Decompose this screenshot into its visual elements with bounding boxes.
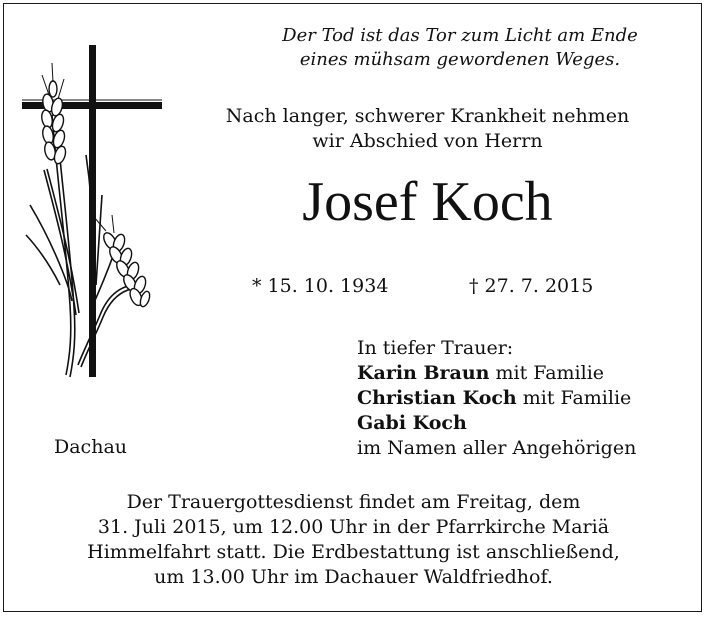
mourner-suffix: mit Familie bbox=[489, 362, 605, 384]
funeral-line: 31. Juli 2015, um 12.00 Uhr in der Pfarrkirche Mariä bbox=[97, 516, 610, 538]
death-date: † 27. 7. 2015 bbox=[469, 275, 594, 297]
mourner-name: Karin Braun bbox=[357, 362, 490, 384]
mourner-suffix: mit Familie bbox=[516, 387, 632, 409]
mourner-name: Christian Koch bbox=[357, 387, 517, 409]
funeral-line: um 13.00 Uhr im Dachauer Waldfriedhof. bbox=[154, 566, 553, 588]
mourners-heading: In tiefer Trauer: bbox=[357, 337, 514, 359]
intro-text bbox=[160, 104, 695, 154]
intro-line-2: wir Abschied von Herrn bbox=[312, 130, 543, 152]
memorial-quote bbox=[230, 24, 690, 72]
mourners-block bbox=[357, 336, 636, 461]
funeral-line: Himmelfahrt statt. Die Erdbestattung ist anschließend, bbox=[87, 541, 620, 563]
birth-date: * 15. 10. 1934 bbox=[252, 275, 389, 297]
mourner-entry bbox=[357, 386, 636, 411]
wheat-stalks bbox=[26, 115, 143, 377]
funeral-line: Der Trauergottesdienst findet am Freitag, dem bbox=[126, 491, 581, 513]
cross-with-wheat-icon bbox=[22, 45, 172, 385]
mourner-entry bbox=[357, 361, 636, 386]
mourners-closing: im Namen aller Angehörigen bbox=[357, 437, 637, 459]
intro-line-1: Nach langer, schwerer Krankheit nehmen bbox=[225, 105, 630, 127]
quote-line-1: Der Tod ist das Tor zum Licht am Ende bbox=[282, 25, 638, 46]
wheat-ear-upper bbox=[40, 81, 67, 165]
mourner-entry bbox=[357, 411, 636, 436]
funeral-notice bbox=[20, 490, 687, 590]
mourner-name: Gabi Koch bbox=[357, 412, 467, 434]
quote-line-2: eines mühsam gewordenen Weges. bbox=[299, 49, 621, 70]
place-name: Dachau bbox=[54, 436, 128, 458]
deceased-name: Josef Koch bbox=[302, 171, 553, 233]
